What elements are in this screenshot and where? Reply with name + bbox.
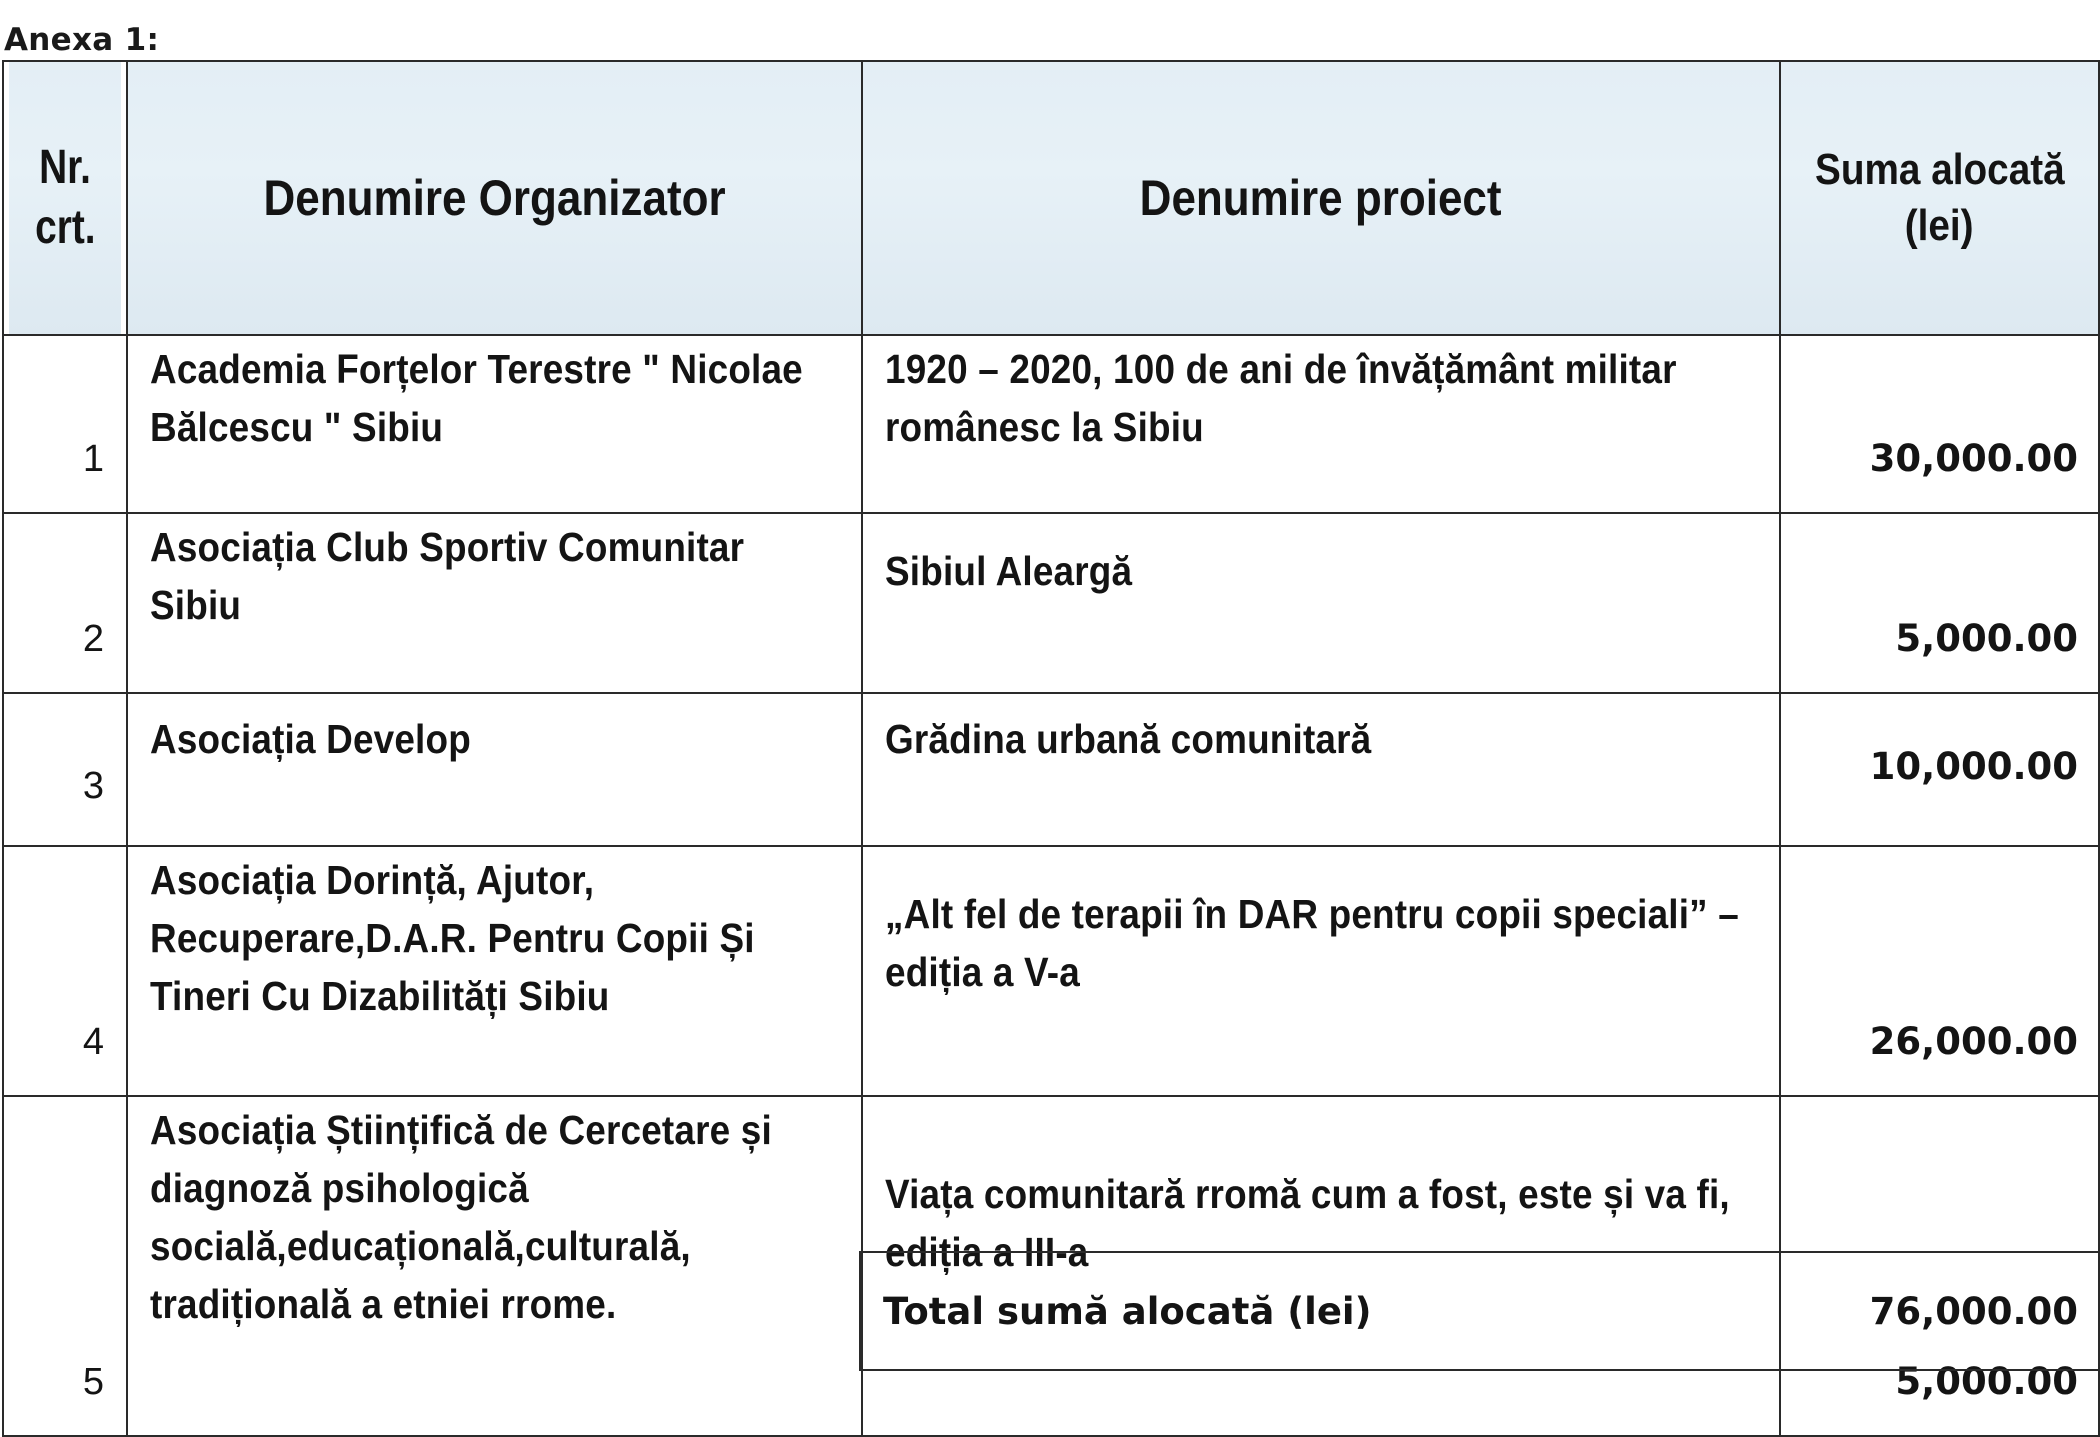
header-nr-crt [8, 61, 122, 335]
header-nr-line2: crt. [34, 201, 96, 254]
header-amount [1780, 61, 2099, 335]
total-table [859, 1251, 2100, 1371]
row-project-text: Grădina urbană comunitară [885, 716, 1372, 762]
row-nr: 1 [3, 335, 127, 513]
total-value: 76,000.00 [1780, 1252, 2099, 1370]
row-project [862, 846, 1780, 1096]
row-organizer-text: Asociația Club Sportiv Comunitar Sibiu [150, 524, 745, 628]
row-project [862, 693, 1780, 846]
header-project [862, 61, 1780, 335]
row-project-text: „Alt fel de terapii în DAR pentru copii speciali” – ediția a V-a [885, 891, 1739, 995]
row-amount: 5,000.00 [1780, 513, 2099, 693]
row-organizer [127, 693, 862, 846]
row-project-text: Sibiul Aleargă [885, 548, 1133, 594]
row-project-text: 1920 – 2020, 100 de ani de învățământ militar românesc la Sibiu [885, 346, 1677, 450]
row-project [862, 513, 1780, 693]
header-organizer [127, 61, 862, 335]
row-project-text: Viața comunitară rromă cum a fost, este și va fi, ediția a III-a [885, 1171, 1730, 1275]
header-amount-line2: (lei) [1905, 201, 1974, 250]
allocation-table [2, 60, 2100, 1437]
row-organizer-text: Academia Forțelor Terestre " Nicolae Bălcescu " Sibiu [150, 346, 803, 450]
row-nr: 5 [3, 1096, 127, 1436]
row-amount: 10,000.00 [1780, 693, 2099, 846]
row-nr: 3 [3, 693, 127, 846]
annex-title: Anexa 1: [4, 22, 160, 58]
header-organizer-label: Denumire Organizator [263, 170, 726, 226]
row-project [862, 335, 1780, 513]
header-nr-line1: Nr. [39, 141, 91, 194]
header-project-label: Denumire proiect [1140, 170, 1502, 226]
row-organizer-text: Asociația Științifică de Cercetare și diagnoză psihologică socială,educațională,culturală, tradițională a etniei rrome. [150, 1107, 772, 1327]
row-amount: 30,000.00 [1780, 335, 2099, 513]
table-row [3, 693, 2099, 846]
total-label: Total sumă alocată (lei) [860, 1252, 1780, 1370]
row-nr: 4 [3, 846, 127, 1096]
row-organizer-text: Asociația Dorință, Ajutor, Recuperare,D.A.R. Pentru Copii Și Tineri Cu Dizabilități Sibiu [150, 857, 755, 1019]
table-row [3, 513, 2099, 693]
row-organizer [127, 846, 862, 1096]
row-organizer [127, 513, 862, 693]
total-row [860, 1252, 2099, 1370]
header-amount-line1: Suma alocată [1814, 145, 2065, 194]
table-row [3, 846, 2099, 1096]
table-header-row [3, 61, 2099, 335]
row-organizer [127, 1096, 862, 1436]
row-nr: 2 [3, 513, 127, 693]
row-organizer [127, 335, 862, 513]
row-organizer-text: Asociația Develop [150, 716, 471, 762]
row-amount: 5,000.00 [1780, 1096, 2099, 1436]
table-row [3, 335, 2099, 513]
row-amount: 26,000.00 [1780, 846, 2099, 1096]
